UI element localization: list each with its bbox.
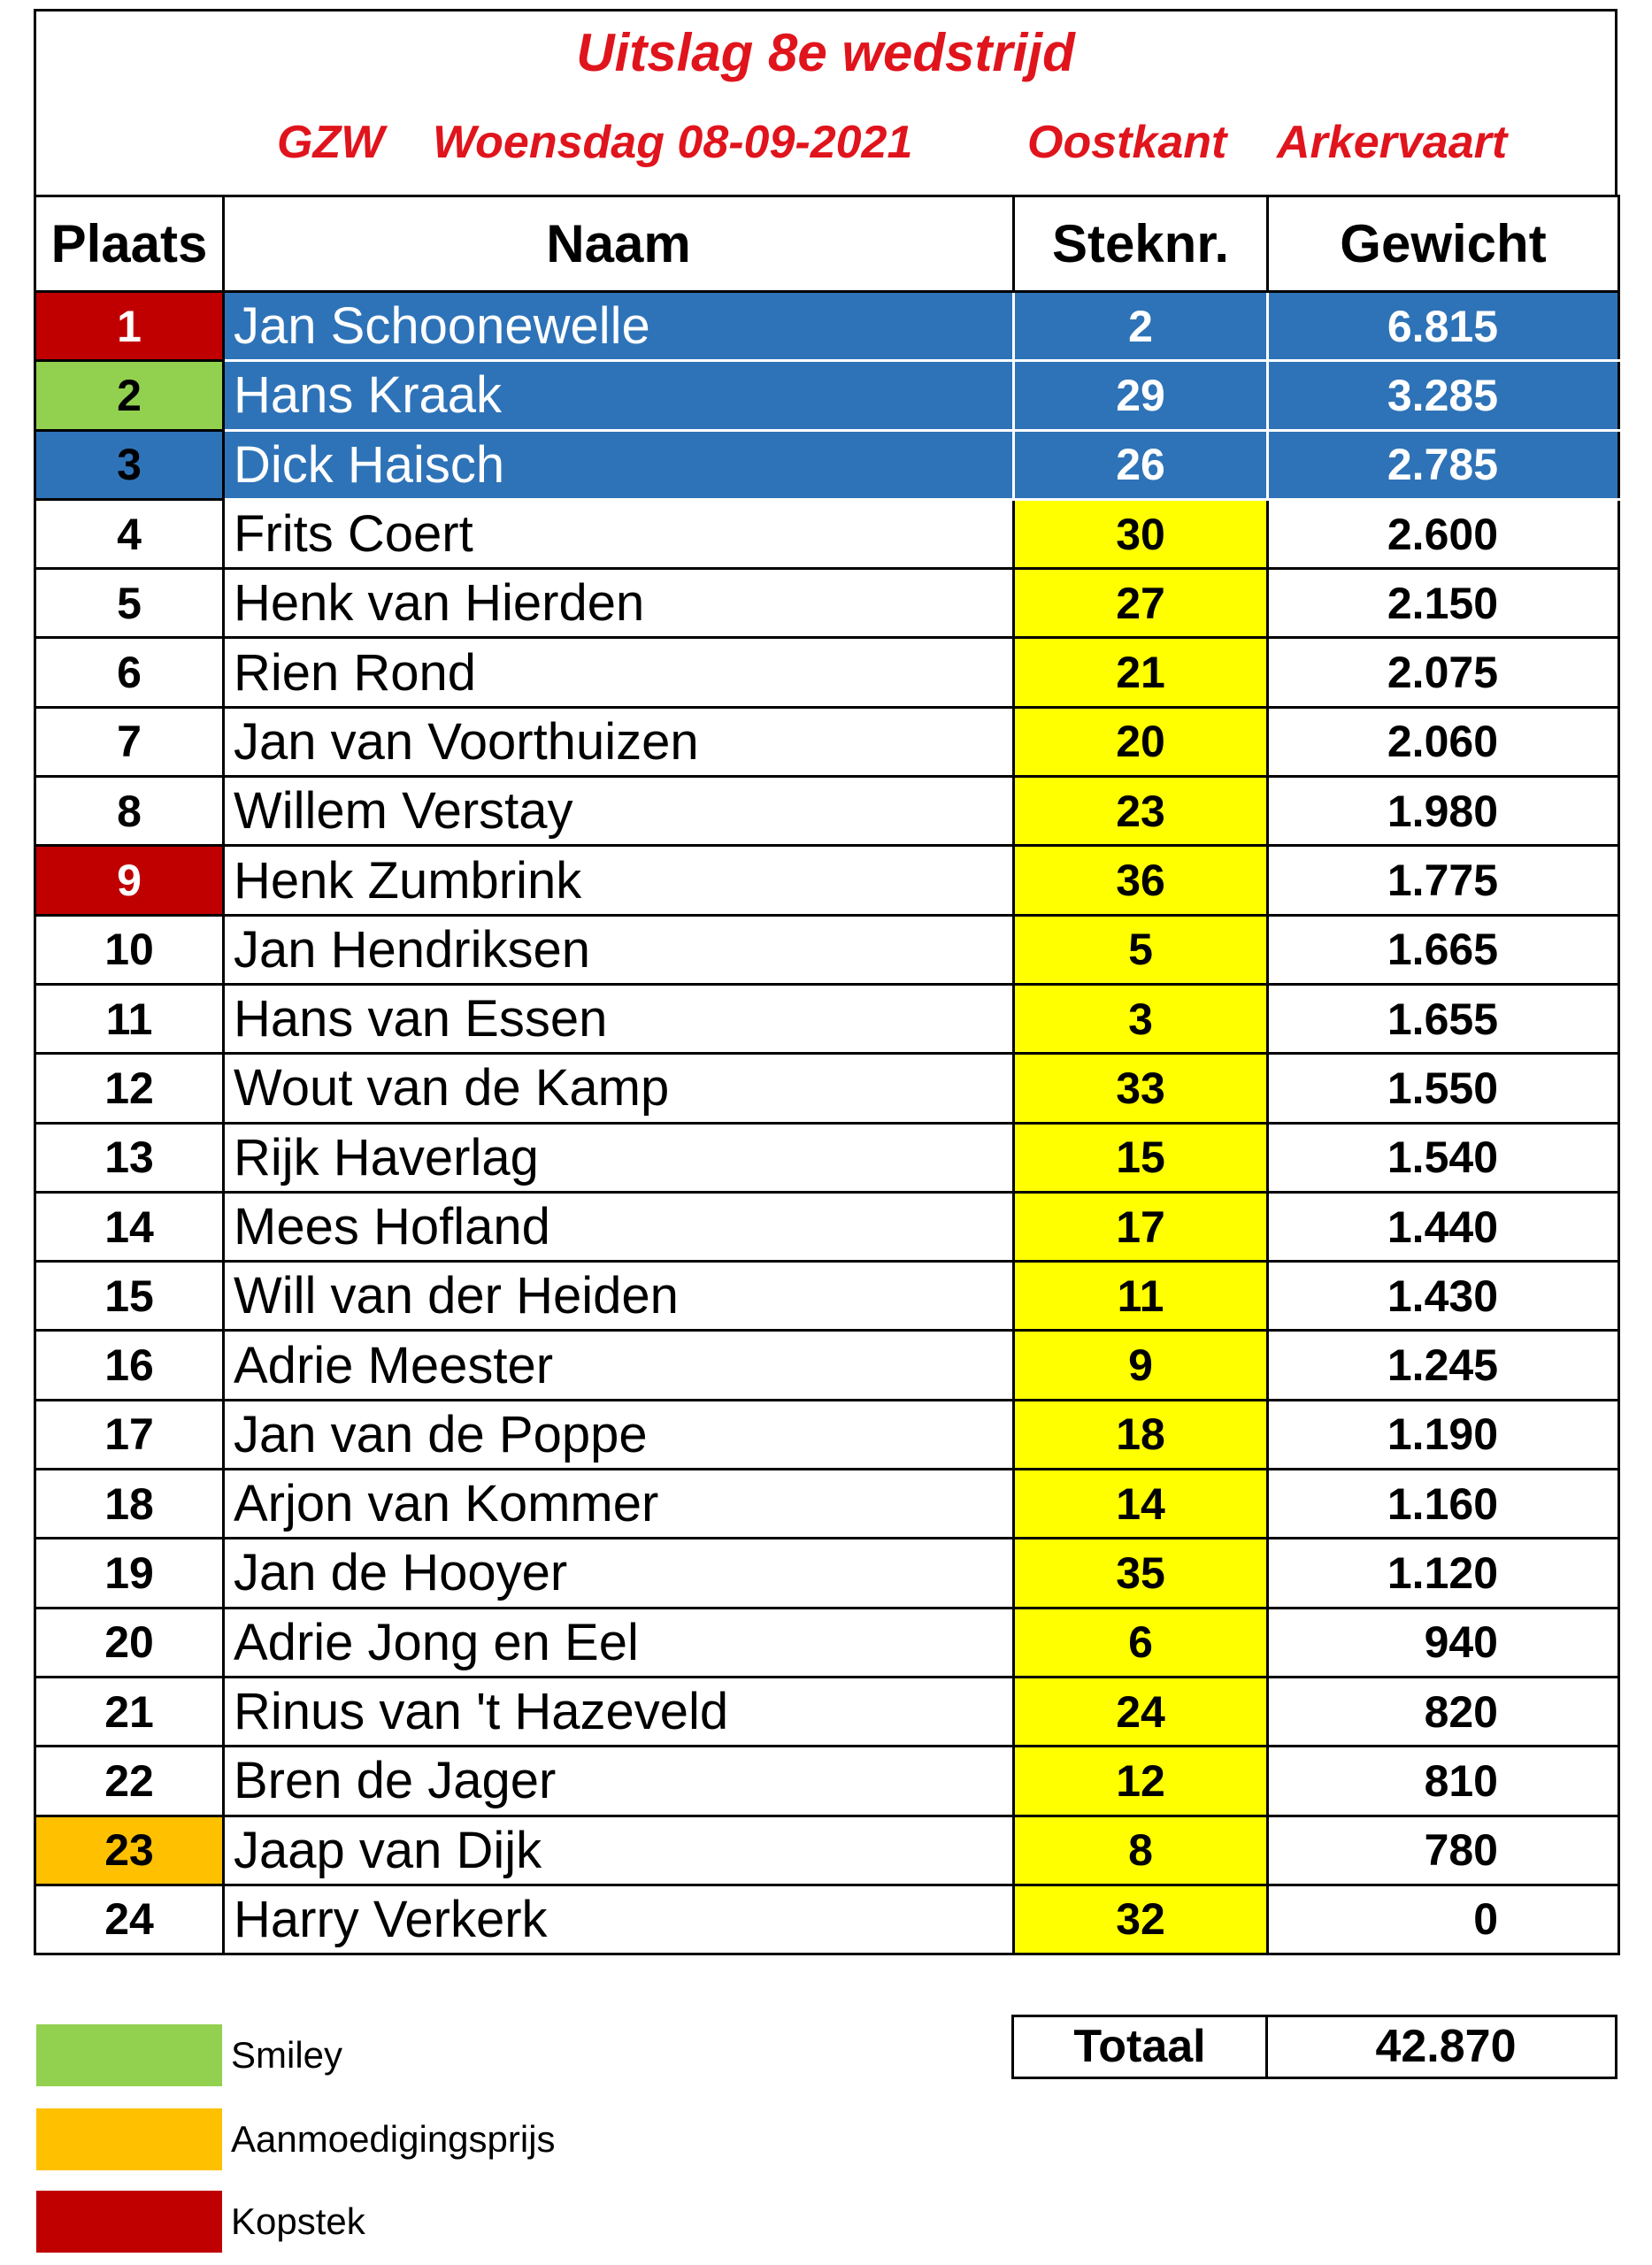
cell-gewicht: 2.785 [1268,430,1619,499]
cell-steknr: 23 [1014,777,1268,846]
cell-plaats: 18 [35,1470,224,1539]
cell-steknr: 30 [1014,499,1268,568]
table-row [35,1816,1619,1885]
cell-plaats: 9 [35,846,224,915]
cell-naam: Rijk Haverlag [224,1123,1014,1192]
cell-steknr: 2 [1014,292,1268,361]
match-date: Woensdag 08-09-2021 [433,117,913,168]
cell-steknr: 27 [1014,569,1268,638]
cell-steknr: 36 [1014,846,1268,915]
column-header-plaats: Plaats [35,196,224,292]
page-title: Uitslag 8e wedstrijd [576,23,1075,82]
table-row [35,846,1619,915]
cell-steknr: 26 [1014,430,1268,499]
table-row [35,430,1619,499]
total-value: 42.870 [1375,2021,1517,2072]
cell-naam: Hans van Essen [224,984,1014,1053]
cell-naam: Jan Schoonewelle [224,292,1014,361]
cell-plaats: 21 [35,1677,224,1746]
cell-plaats: 7 [35,707,224,776]
cell-plaats: 6 [35,638,224,707]
cell-plaats: 11 [35,984,224,1053]
cell-naam: Willem Verstay [224,777,1014,846]
legend-item-smiley [36,2024,342,2086]
table-row [35,1608,1619,1677]
table-row [35,292,1619,361]
cell-plaats: 8 [35,777,224,846]
cell-naam: Mees Hofland [224,1192,1014,1261]
cell-steknr: 17 [1014,1192,1268,1261]
table-row [35,1470,1619,1539]
cell-naam: Adrie Jong en Eel [224,1608,1014,1677]
legend-label-kopstek: Kopstek [231,2200,365,2242]
cell-plaats: 23 [35,1816,224,1885]
table-row [35,1677,1619,1746]
cell-gewicht: 1.655 [1268,984,1619,1053]
venue-location: Arkervaart [1277,117,1508,168]
results-header [34,9,1617,195]
cell-naam: Arjon van Kommer [224,1470,1014,1539]
club-name: GZW [277,117,385,168]
table-row [35,915,1619,984]
table-row [35,499,1619,568]
table-row [35,1885,1619,1954]
cell-gewicht: 1.440 [1268,1192,1619,1261]
cell-naam: Frits Coert [224,499,1014,568]
table-row [35,1400,1619,1469]
cell-steknr: 18 [1014,1400,1268,1469]
legend-swatch-smiley [36,2024,222,2086]
cell-naam: Jan Hendriksen [224,915,1014,984]
cell-plaats: 10 [35,915,224,984]
cell-naam: Will van der Heiden [224,1262,1014,1331]
cell-plaats: 2 [35,361,224,430]
cell-plaats: 24 [35,1885,224,1954]
cell-steknr: 14 [1014,1470,1268,1539]
cell-plaats: 15 [35,1262,224,1331]
cell-gewicht: 1.980 [1268,777,1619,846]
cell-gewicht: 1.550 [1268,1054,1619,1123]
cell-plaats: 16 [35,1331,224,1400]
cell-steknr: 29 [1014,361,1268,430]
table-row [35,707,1619,776]
cell-plaats: 14 [35,1192,224,1261]
cell-plaats: 4 [35,499,224,568]
cell-gewicht: 2.075 [1268,638,1619,707]
cell-gewicht: 810 [1268,1747,1619,1816]
cell-steknr: 24 [1014,1677,1268,1746]
cell-naam: Jaap van Dijk [224,1816,1014,1885]
cell-naam: Dick Haisch [224,430,1014,499]
cell-naam: Rinus van 't Hazeveld [224,1677,1014,1746]
column-header-naam: Naam [224,196,1014,292]
table-row [35,1192,1619,1261]
table-row [35,1262,1619,1331]
total-label: Totaal [1014,2017,1268,2077]
cell-gewicht: 0 [1268,1885,1619,1954]
table-row [35,1747,1619,1816]
total-box [1011,2015,1617,2079]
results-table [34,195,1620,1955]
cell-gewicht: 1.120 [1268,1539,1619,1608]
cell-naam: Jan de Hooyer [224,1539,1014,1608]
cell-gewicht: 780 [1268,1816,1619,1885]
cell-gewicht: 1.775 [1268,846,1619,915]
cell-gewicht: 1.430 [1268,1262,1619,1331]
legend-item-aanmoedigingsprijs [36,2108,556,2170]
cell-gewicht: 1.160 [1268,1470,1619,1539]
legend-swatch-kopstek [36,2191,222,2253]
cell-naam: Henk Zumbrink [224,846,1014,915]
table-row [35,1123,1619,1192]
cell-steknr: 21 [1014,638,1268,707]
table-row [35,638,1619,707]
column-header-gewicht: Gewicht [1268,196,1619,292]
cell-gewicht: 940 [1268,1608,1619,1677]
column-header-steknr: Steknr. [1014,196,1268,292]
cell-gewicht: 1.245 [1268,1331,1619,1400]
cell-gewicht: 6.815 [1268,292,1619,361]
cell-steknr: 35 [1014,1539,1268,1608]
cell-plaats: 13 [35,1123,224,1192]
cell-naam: Bren de Jager [224,1747,1014,1816]
cell-plaats: 5 [35,569,224,638]
cell-naam: Jan van de Poppe [224,1400,1014,1469]
cell-steknr: 8 [1014,1816,1268,1885]
cell-plaats: 12 [35,1054,224,1123]
cell-steknr: 5 [1014,915,1268,984]
table-row [35,777,1619,846]
cell-gewicht: 2.060 [1268,707,1619,776]
cell-steknr: 9 [1014,1331,1268,1400]
cell-steknr: 33 [1014,1054,1268,1123]
cell-steknr: 12 [1014,1747,1268,1816]
cell-naam: Hans Kraak [224,361,1014,430]
venue-side: Oostkant [1027,117,1227,168]
cell-steknr: 11 [1014,1262,1268,1331]
legend-item-kopstek [36,2191,365,2253]
cell-naam: Wout van de Kamp [224,1054,1014,1123]
cell-steknr: 32 [1014,1885,1268,1954]
cell-naam: Harry Verkerk [224,1885,1014,1954]
cell-plaats: 3 [35,430,224,499]
cell-naam: Jan van Voorthuizen [224,707,1014,776]
table-row [35,1054,1619,1123]
cell-plaats: 20 [35,1608,224,1677]
cell-naam: Henk van Hierden [224,569,1014,638]
cell-plaats: 1 [35,292,224,361]
cell-gewicht: 2.150 [1268,569,1619,638]
table-header-row [35,196,1619,292]
table-row [35,1331,1619,1400]
cell-plaats: 19 [35,1539,224,1608]
cell-naam: Adrie Meester [224,1331,1014,1400]
table-row [35,361,1619,430]
cell-steknr: 20 [1014,707,1268,776]
cell-plaats: 17 [35,1400,224,1469]
table-row [35,1539,1619,1608]
legend-swatch-aanmoedigingsprijs [36,2108,222,2170]
cell-gewicht: 1.540 [1268,1123,1619,1192]
legend-label-aanmoedigingsprijs: Aanmoedigingsprijs [231,2118,556,2160]
cell-gewicht: 820 [1268,1677,1619,1746]
cell-plaats: 22 [35,1747,224,1816]
cell-gewicht: 1.190 [1268,1400,1619,1469]
cell-gewicht: 2.600 [1268,499,1619,568]
cell-steknr: 6 [1014,1608,1268,1677]
legend-label-smiley: Smiley [231,2034,343,2076]
cell-steknr: 15 [1014,1123,1268,1192]
cell-gewicht: 1.665 [1268,915,1619,984]
table-row [35,569,1619,638]
cell-steknr: 3 [1014,984,1268,1053]
cell-naam: Rien Rond [224,638,1014,707]
table-row [35,984,1619,1053]
cell-gewicht: 3.285 [1268,361,1619,430]
